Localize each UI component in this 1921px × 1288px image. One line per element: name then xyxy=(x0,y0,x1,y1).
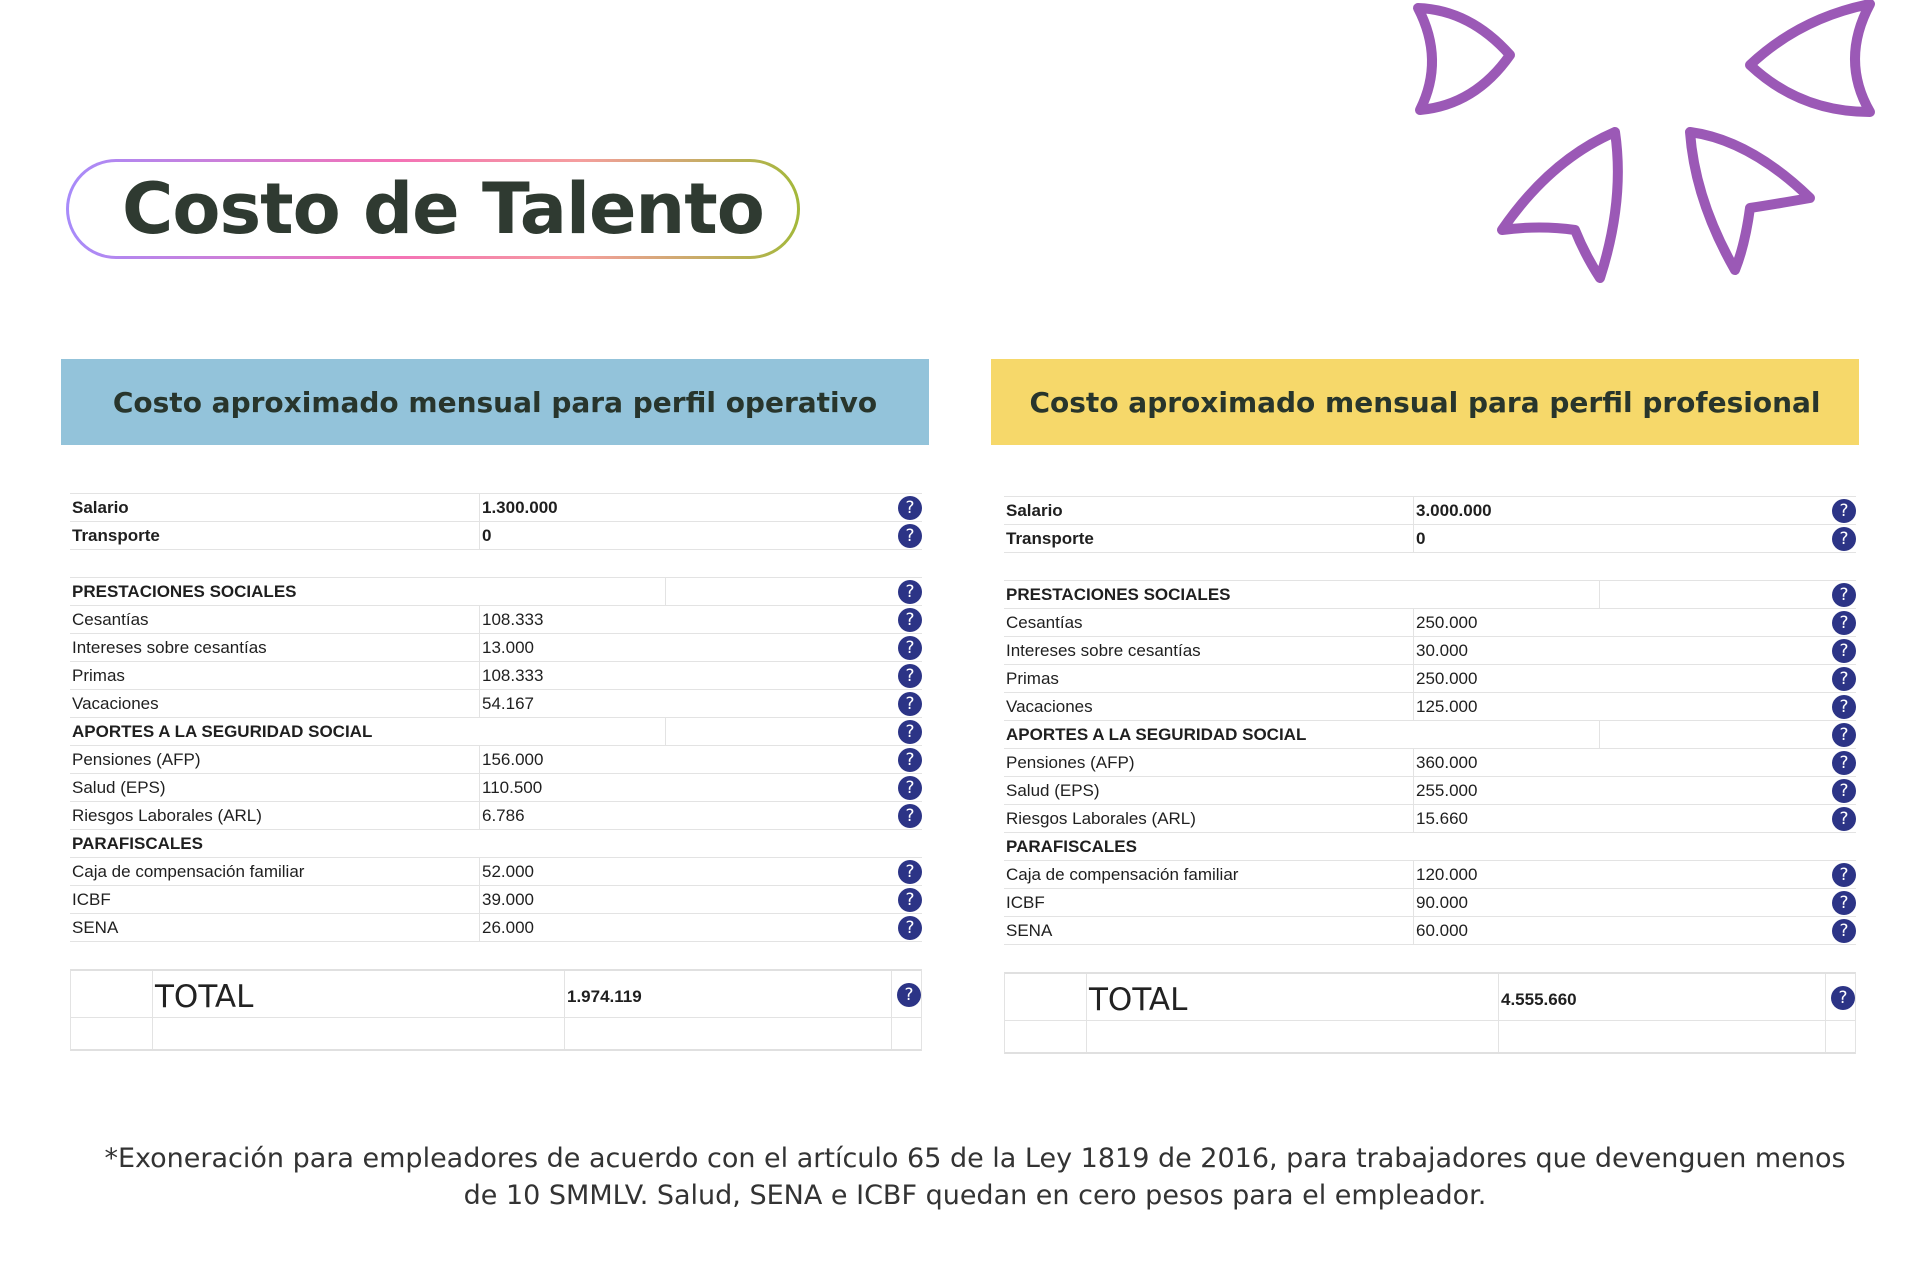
help-icon[interactable]: ? xyxy=(1832,919,1856,943)
row-value: 6.786 xyxy=(482,806,525,825)
row-label: Primas xyxy=(72,666,125,685)
row-label: Salario xyxy=(1006,501,1063,520)
section-title: PRESTACIONES SOCIALES xyxy=(72,582,297,601)
table-row xyxy=(70,802,922,830)
section-title: APORTES A LA SEGURIDAD SOCIAL xyxy=(72,722,373,741)
row-label: Riesgos Laborales (ARL) xyxy=(1006,809,1196,828)
section-title: PARAFISCALES xyxy=(1006,837,1137,856)
cost-table-operativo xyxy=(70,493,922,1051)
help-icon[interactable]: ? xyxy=(897,983,921,1007)
help-icon[interactable]: ? xyxy=(1832,863,1856,887)
row-value: 15.660 xyxy=(1416,809,1468,828)
table-row xyxy=(1004,749,1856,777)
total-value: 1.974.119 xyxy=(567,987,642,1006)
help-icon[interactable]: ? xyxy=(1832,723,1856,747)
help-icon[interactable]: ? xyxy=(898,608,922,632)
row-label: Transporte xyxy=(72,526,160,545)
row-label: Intereses sobre cesantías xyxy=(72,638,267,657)
row-label: SENA xyxy=(72,918,119,937)
table-row xyxy=(1004,637,1856,665)
row-value: 360.000 xyxy=(1416,753,1478,772)
header-perfil-operativo: Costo aproximado mensual para perfil operativo xyxy=(61,359,929,445)
help-icon[interactable]: ? xyxy=(898,860,922,884)
row-value: 60.000 xyxy=(1416,921,1468,940)
help-icon[interactable]: ? xyxy=(1832,695,1856,719)
row-value: 0 xyxy=(1416,529,1426,548)
row-value: 39.000 xyxy=(482,890,534,909)
help-icon[interactable]: ? xyxy=(1832,611,1856,635)
section-title: APORTES A LA SEGURIDAD SOCIAL xyxy=(1006,725,1307,744)
title-pill xyxy=(66,159,800,259)
row-value: 250.000 xyxy=(1416,669,1478,688)
row-label: Cesantías xyxy=(1006,613,1083,632)
row-label: Vacaciones xyxy=(1006,697,1093,716)
row-label: Intereses sobre cesantías xyxy=(1006,641,1201,660)
title-pill-inner xyxy=(69,162,797,256)
decor-arrow-4 xyxy=(1690,132,1810,270)
row-value: 108.333 xyxy=(482,666,544,685)
decor-arrow-2 xyxy=(1750,4,1870,112)
row-value: 125.000 xyxy=(1416,697,1478,716)
decor-arrow-3 xyxy=(1502,132,1618,278)
table-row xyxy=(1004,665,1856,693)
table-row xyxy=(70,634,922,662)
help-icon[interactable]: ? xyxy=(898,692,922,716)
help-icon[interactable]: ? xyxy=(898,524,922,548)
row-label: Transporte xyxy=(1006,529,1094,548)
help-icon[interactable]: ? xyxy=(1832,583,1856,607)
row-value: 3.000.000 xyxy=(1416,501,1492,520)
table-row xyxy=(1004,777,1856,805)
table-row xyxy=(1004,889,1856,917)
section-title: PARAFISCALES xyxy=(72,834,203,853)
help-icon[interactable]: ? xyxy=(898,496,922,520)
help-icon[interactable]: ? xyxy=(1832,807,1856,831)
row-value: 255.000 xyxy=(1416,781,1478,800)
row-label: Salud (EPS) xyxy=(1006,781,1100,800)
help-icon[interactable]: ? xyxy=(898,748,922,772)
table-row xyxy=(70,914,922,942)
row-value: 250.000 xyxy=(1416,613,1478,632)
row-value: 120.000 xyxy=(1416,865,1478,884)
help-icon[interactable]: ? xyxy=(1832,667,1856,691)
table-row xyxy=(70,522,922,550)
table-row xyxy=(70,746,922,774)
help-icon[interactable]: ? xyxy=(1832,639,1856,663)
section-row-prestaciones xyxy=(1004,580,1856,609)
table-row xyxy=(70,662,922,690)
decorative-arrows-graphic xyxy=(1400,0,1920,290)
section-row-parafiscales xyxy=(1004,833,1856,861)
row-value: 108.333 xyxy=(482,610,544,629)
row-label: Primas xyxy=(1006,669,1059,688)
table-row xyxy=(1004,609,1856,637)
header-perfil-profesional: Costo aproximado mensual para perfil profesional xyxy=(991,359,1859,445)
table-row xyxy=(70,886,922,914)
row-value: 0 xyxy=(482,526,492,545)
total-label: TOTAL xyxy=(1089,982,1188,1018)
row-value: 13.000 xyxy=(482,638,534,657)
row-value: 54.167 xyxy=(482,694,534,713)
row-label: Pensiones (AFP) xyxy=(1006,753,1135,772)
row-label: Cesantías xyxy=(72,610,149,629)
row-label: Salario xyxy=(72,498,129,517)
help-icon[interactable]: ? xyxy=(1832,891,1856,915)
table-row xyxy=(70,493,922,522)
row-value: 90.000 xyxy=(1416,893,1468,912)
help-icon[interactable]: ? xyxy=(898,580,922,604)
page-title: Costo de Talento xyxy=(122,168,764,250)
table-row xyxy=(1004,805,1856,833)
row-label: ICBF xyxy=(1006,893,1045,912)
table-row xyxy=(1004,496,1856,525)
row-value: 156.000 xyxy=(482,750,544,769)
footnote: *Exoneración para empleadores de acuerdo con el artículo 65 de la Ley 1819 de 2016, para trabajadores que devenguen menos de 10 SMMLV. Salud, SENA e ICBF quedan en cero pesos para el empleador. xyxy=(104,1143,1846,1211)
help-icon[interactable]: ? xyxy=(898,916,922,940)
cost-table-profesional xyxy=(1004,496,1856,1054)
row-value: 52.000 xyxy=(482,862,534,881)
row-label: Salud (EPS) xyxy=(72,778,166,797)
row-label: Riesgos Laborales (ARL) xyxy=(72,806,262,825)
table-row xyxy=(1004,525,1856,553)
total-value: 4.555.660 xyxy=(1501,990,1577,1009)
help-icon[interactable]: ? xyxy=(1831,986,1855,1010)
row-value: 30.000 xyxy=(1416,641,1468,660)
row-label: Caja de compensación familiar xyxy=(1006,865,1239,884)
help-icon[interactable]: ? xyxy=(898,720,922,744)
section-row-aportes xyxy=(1004,721,1856,749)
help-icon[interactable]: ? xyxy=(1832,499,1856,523)
help-icon[interactable]: ? xyxy=(1832,751,1856,775)
section-title: PRESTACIONES SOCIALES xyxy=(1006,585,1231,604)
section-row-aportes xyxy=(70,718,922,746)
table-row xyxy=(70,858,922,886)
help-icon[interactable]: ? xyxy=(898,888,922,912)
row-label: ICBF xyxy=(72,890,111,909)
table-row xyxy=(70,606,922,634)
section-row-parafiscales xyxy=(70,830,922,858)
table-row xyxy=(70,690,922,718)
row-label: Vacaciones xyxy=(72,694,159,713)
help-icon[interactable]: ? xyxy=(1832,527,1856,551)
row-label: Pensiones (AFP) xyxy=(72,750,201,769)
row-value: 110.500 xyxy=(482,778,543,797)
help-icon[interactable]: ? xyxy=(898,804,922,828)
row-label: SENA xyxy=(1006,921,1053,940)
row-value: 26.000 xyxy=(482,918,534,937)
help-icon[interactable]: ? xyxy=(1832,779,1856,803)
help-icon[interactable]: ? xyxy=(898,776,922,800)
row-label: Caja de compensación familiar xyxy=(72,862,305,881)
row-value: 1.300.000 xyxy=(482,498,558,517)
section-row-prestaciones xyxy=(70,577,922,606)
total-row xyxy=(1004,972,1856,1054)
table-row xyxy=(70,774,922,802)
table-row xyxy=(1004,861,1856,889)
table-row xyxy=(1004,917,1856,945)
help-icon[interactable]: ? xyxy=(898,636,922,660)
decor-arrow-1 xyxy=(1418,8,1510,110)
help-icon[interactable]: ? xyxy=(898,664,922,688)
total-label: TOTAL xyxy=(155,979,254,1015)
table-row xyxy=(1004,693,1856,721)
total-row xyxy=(70,969,922,1051)
